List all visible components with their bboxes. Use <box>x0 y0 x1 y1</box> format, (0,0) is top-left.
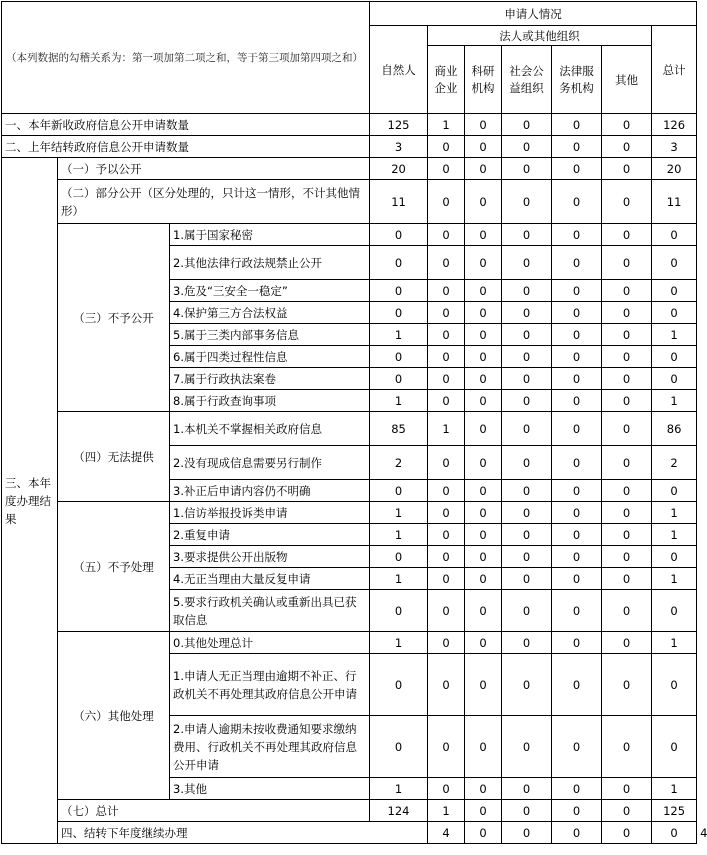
row-label: 1.属于国家秘密 <box>170 224 370 246</box>
cell-value: 0 <box>465 180 502 224</box>
cell-value: 1 <box>652 390 697 412</box>
cell-value: 0 <box>552 716 602 778</box>
cell-value: 0 <box>652 224 697 246</box>
cell-value: 0 <box>552 524 602 546</box>
cell-value: 0 <box>465 716 502 778</box>
cell-value: 0 <box>602 136 652 158</box>
cell-value: 0 <box>652 546 697 568</box>
table-row <box>2 136 697 158</box>
table-row <box>2 412 697 446</box>
cell-value: 0 <box>502 480 552 502</box>
cell-value: 0 <box>428 632 465 654</box>
cell-value: 0 <box>428 136 465 158</box>
header-research: 科研机构 <box>465 46 502 114</box>
cell-value: 0 <box>502 224 552 246</box>
cell-value: 0 <box>465 246 502 280</box>
cell-value: 0 <box>652 716 697 778</box>
cell-value: 0 <box>465 224 502 246</box>
row-label <box>58 180 370 224</box>
cell-value: 0 <box>552 324 602 346</box>
cell-value: 0 <box>652 246 697 280</box>
cell-value: 0 <box>602 180 652 224</box>
cell-value: 0 <box>370 480 428 502</box>
cell-value: 85 <box>370 412 428 446</box>
cell-value: 0 <box>428 716 465 778</box>
cell-value: 11 <box>370 180 428 224</box>
row-label: 6.属于四类过程性信息 <box>170 346 370 368</box>
cell-value: 0 <box>428 302 465 324</box>
cell-value: 0 <box>652 822 697 844</box>
cell-value: 0 <box>370 246 428 280</box>
row-label: 5.属于三类内部事务信息 <box>170 324 370 346</box>
header-applicant-info: 申请人情况 <box>370 2 697 26</box>
row-label: 1.申请人无正当理由逾期不补正、行政机关不再处理其政府信息公开申请 <box>170 654 370 716</box>
row-label: 1.信访举报投诉类申请 <box>170 502 370 524</box>
cell-value: 0 <box>502 524 552 546</box>
cell-value: 0 <box>465 800 502 822</box>
cell-value: 0 <box>602 346 652 368</box>
cell-value: 0 <box>602 158 652 180</box>
cell-value: 1 <box>370 632 428 654</box>
row-label: 四、结转下年度继续办理 <box>58 822 428 844</box>
cell-value: 0 <box>465 412 502 446</box>
cell-value: 0 <box>502 412 552 446</box>
cell-value: 0 <box>602 546 652 568</box>
cell-value: 0 <box>552 654 602 716</box>
cell-value: 0 <box>465 480 502 502</box>
cell-value: 2 <box>370 446 428 480</box>
cell-value: 0 <box>652 280 697 302</box>
table-row: 四、结转下年度继续办理 4 0 0 0 0 0 4 <box>2 822 697 844</box>
cell-value: 0 <box>428 446 465 480</box>
header-commercial: 商业企业 <box>428 46 465 114</box>
cell-value: 0 <box>602 590 652 632</box>
cell-value: 0 <box>465 822 502 844</box>
cell-value: 0 <box>370 346 428 368</box>
row-label: 3.其他 <box>170 778 370 800</box>
cell-value: 126 <box>652 114 697 136</box>
row-label: 7.属于行政执法案卷 <box>170 368 370 390</box>
cell-value: 0 <box>502 822 552 844</box>
cell-value: 0 <box>602 800 652 822</box>
cell-value: 0 <box>465 654 502 716</box>
cell-value: 0 <box>552 390 602 412</box>
cell-value: 0 <box>602 446 652 480</box>
cell-value: 11 <box>652 180 697 224</box>
table-row <box>2 158 697 180</box>
cell-value: 0 <box>502 590 552 632</box>
cell-value: 0 <box>552 632 602 654</box>
cell-value: 1 <box>652 502 697 524</box>
cell-value: 1 <box>370 524 428 546</box>
row-label: 一、本年新收政府信息公开申请数量 <box>2 114 370 136</box>
cell-value: 0 <box>552 368 602 390</box>
cell-value: 0 <box>552 568 602 590</box>
cell-value: 0 <box>552 302 602 324</box>
cell-value: 0 <box>502 346 552 368</box>
cell-value: 0 <box>428 524 465 546</box>
cell-value: 0 <box>428 368 465 390</box>
cell-value: 0 <box>552 224 602 246</box>
cell-value: 0 <box>465 346 502 368</box>
row-label: 3.要求提供公开出版物 <box>170 546 370 568</box>
cell-value: 0 <box>502 502 552 524</box>
header-legal-service: 法律服务机构 <box>552 46 602 114</box>
cell-value: 0 <box>602 654 652 716</box>
row-label: 8.属于行政查询事项 <box>170 390 370 412</box>
row-label: 5.要求行政机关确认或重新出具已获取信息 <box>170 590 370 632</box>
cell-value: 0 <box>502 632 552 654</box>
cell-value: 0 <box>465 368 502 390</box>
group-label-not-open: （三）不予公开 <box>58 224 170 412</box>
cell-value: 0 <box>602 524 652 546</box>
cell-value: 0 <box>602 302 652 324</box>
cell-value: 1 <box>652 324 697 346</box>
cell-value: 0 <box>502 114 552 136</box>
cell-value: 1 <box>428 412 465 446</box>
table-row <box>2 114 697 136</box>
table-row <box>2 800 697 822</box>
group-label-not-processed: （五）不予处理 <box>58 502 170 632</box>
cell-value: 0 <box>428 158 465 180</box>
cell-value: 0 <box>370 302 428 324</box>
cell-value: 0 <box>465 546 502 568</box>
cell-value: 0 <box>552 136 602 158</box>
cell-value: 0 <box>652 346 697 368</box>
cell-value: 0 <box>602 114 652 136</box>
table-row <box>2 632 697 654</box>
table-row <box>2 224 697 246</box>
cell-value: 0 <box>552 446 602 480</box>
cell-value: 0 <box>465 158 502 180</box>
cell-value: 3 <box>370 136 428 158</box>
cell-value: 0 <box>602 778 652 800</box>
cell-value: 0 <box>502 716 552 778</box>
header-legal-org: 法人或其他组织 <box>428 26 652 46</box>
row-label: 二、上年结转政府信息公开申请数量 <box>2 136 370 158</box>
cell-value: 2 <box>652 446 697 480</box>
cell-value: 0 <box>428 502 465 524</box>
cell-value: 0 <box>428 324 465 346</box>
cell-value: 0 <box>602 822 652 844</box>
cell-value: 86 <box>652 412 697 446</box>
group-label-other-processing: （六）其他处理 <box>58 632 170 800</box>
row-label: 3.补正后申请内容仍不明确 <box>170 480 370 502</box>
cell-value: 0 <box>602 716 652 778</box>
cell-value: 0 <box>465 632 502 654</box>
cell-value: 125 <box>652 800 697 822</box>
cell-value: 0 <box>370 224 428 246</box>
row-label: 4.无正当理由大量反复申请 <box>170 568 370 590</box>
cell-value: 0 <box>602 390 652 412</box>
table-note: （本列数据的勾稽关系为：第一项加第二项之和，等于第三项加第四项之和） <box>2 2 370 114</box>
cell-value: 0 <box>370 368 428 390</box>
cell-value: 3 <box>652 136 697 158</box>
cell-value: 0 <box>428 546 465 568</box>
cell-value: 0 <box>428 778 465 800</box>
cell-value: 0 <box>552 800 602 822</box>
cell-value: 0 <box>652 480 697 502</box>
cell-value: 0 <box>502 778 552 800</box>
cell-value: 0 <box>502 654 552 716</box>
cell-value: 0 <box>552 502 602 524</box>
cell-value: 0 <box>428 390 465 412</box>
cell-value: 1 <box>652 632 697 654</box>
cell-value: 0 <box>428 180 465 224</box>
cell-value: 0 <box>502 158 552 180</box>
cell-value: 1 <box>370 390 428 412</box>
cell-value: 0 <box>502 446 552 480</box>
cell-value: 1 <box>652 568 697 590</box>
cell-value: 0 <box>652 302 697 324</box>
cell-value: 0 <box>465 114 502 136</box>
cell-value: 0 <box>652 590 697 632</box>
row-label: 1.本机关不掌握相关政府信息 <box>170 412 370 446</box>
cell-value: 0 <box>552 114 602 136</box>
cell-value: 0 <box>602 280 652 302</box>
cell-value: 0 <box>502 368 552 390</box>
partial-note: （区分处理的，只计这一情形，不计其他情形） <box>61 185 360 218</box>
row-label: 2.没有现成信息需要另行制作 <box>170 446 370 480</box>
cell-value: 0 <box>552 280 602 302</box>
cell-value: 0 <box>602 324 652 346</box>
row-label: 4.保护第三方合法权益 <box>170 302 370 324</box>
cell-value: 0 <box>465 280 502 302</box>
cell-value: 1 <box>370 324 428 346</box>
cell-value: 0 <box>428 568 465 590</box>
cell-value: 0 <box>602 412 652 446</box>
cell-value: 0 <box>552 180 602 224</box>
cell-value: 0 <box>502 324 552 346</box>
cell-value: 0 <box>465 568 502 590</box>
cell-value: 0 <box>370 280 428 302</box>
cell-value: 1 <box>370 568 428 590</box>
header-other: 其他 <box>602 46 652 114</box>
cell-value: 125 <box>370 114 428 136</box>
cell-value: 0 <box>465 302 502 324</box>
row-label: 0.其他处理总计 <box>170 632 370 654</box>
section3-label: 三、本年度办理结果 <box>2 158 58 844</box>
cell-value: 0 <box>465 590 502 632</box>
cell-value: 0 <box>552 412 602 446</box>
group-label-unable: （四）无法提供 <box>58 412 170 502</box>
cell-value: 1 <box>370 502 428 524</box>
cell-value: 0 <box>428 346 465 368</box>
cell-value: 20 <box>652 158 697 180</box>
cell-value: 0 <box>502 390 552 412</box>
cell-value: 0 <box>370 546 428 568</box>
cell-value: 0 <box>552 546 602 568</box>
cell-value: 0 <box>370 590 428 632</box>
cell-value: 0 <box>652 654 697 716</box>
cell-value: 0 <box>552 822 602 844</box>
cell-value: 0 <box>602 480 652 502</box>
cell-value: 124 <box>370 800 428 822</box>
cell-value: 0 <box>552 346 602 368</box>
cell-value: 1 <box>652 524 697 546</box>
cell-value: 0 <box>602 632 652 654</box>
cell-value: 0 <box>602 568 652 590</box>
row-label: （七）总计 <box>58 800 370 822</box>
cell-value: 0 <box>502 546 552 568</box>
row-label: 3.危及“三安全一稳定” <box>170 280 370 302</box>
cell-value: 0 <box>502 568 552 590</box>
table-row <box>2 180 697 224</box>
cell-value: 0 <box>502 800 552 822</box>
cell-value: 0 <box>502 280 552 302</box>
cell-value: 0 <box>552 246 602 280</box>
cell-value: 0 <box>602 368 652 390</box>
cell-value: 0 <box>465 390 502 412</box>
cell-value: 0 <box>465 524 502 546</box>
row-label: （一）予以公开 <box>58 158 370 180</box>
cell-value: 0 <box>370 654 428 716</box>
cell-value: 0 <box>465 778 502 800</box>
cell-value: 20 <box>370 158 428 180</box>
cell-value: 0 <box>652 368 697 390</box>
cell-value: 1 <box>370 778 428 800</box>
cell-value: 0 <box>428 654 465 716</box>
cell-value: 0 <box>502 246 552 280</box>
cell-value: 0 <box>552 480 602 502</box>
cell-value: 0 <box>370 716 428 778</box>
cell-value: 1 <box>428 800 465 822</box>
cell-value: 0 <box>465 136 502 158</box>
partial-label: （二）部分公开 <box>61 185 142 200</box>
cell-value: 0 <box>602 502 652 524</box>
header-total: 总计 <box>652 26 697 114</box>
cell-value: 0 <box>552 778 602 800</box>
cell-value: 0 <box>602 246 652 280</box>
cell-value: 0 <box>502 302 552 324</box>
cell-value: 0 <box>428 224 465 246</box>
row-label: 2.重复申请 <box>170 524 370 546</box>
cell-value: 0 <box>502 136 552 158</box>
cell-value: 0 <box>428 480 465 502</box>
cell-value: 0 <box>502 180 552 224</box>
cell-value: 0 <box>465 502 502 524</box>
cell-value: 1 <box>428 114 465 136</box>
table-row <box>2 502 697 524</box>
cell-value: 4 <box>428 822 465 844</box>
header-natural-person: 自然人 <box>370 26 428 114</box>
cell-value: 0 <box>602 224 652 246</box>
cell-value: 0 <box>465 446 502 480</box>
cell-value: 1 <box>652 778 697 800</box>
cell-value: 0 <box>428 590 465 632</box>
cell-value: 0 <box>552 590 602 632</box>
cell-value: 0 <box>465 324 502 346</box>
report-table <box>1 1 707 844</box>
header-social-welfare: 社会公益组织 <box>502 46 552 114</box>
row-label: 2.申请人逾期未按收费通知要求缴纳费用、行政机关不再处理其政府信息公开申请 <box>170 716 370 778</box>
cell-value: 0 <box>428 246 465 280</box>
cell-value: 0 <box>428 280 465 302</box>
cell-value: 0 <box>552 158 602 180</box>
row-label: 2.其他法律行政法规禁止公开 <box>170 246 370 280</box>
